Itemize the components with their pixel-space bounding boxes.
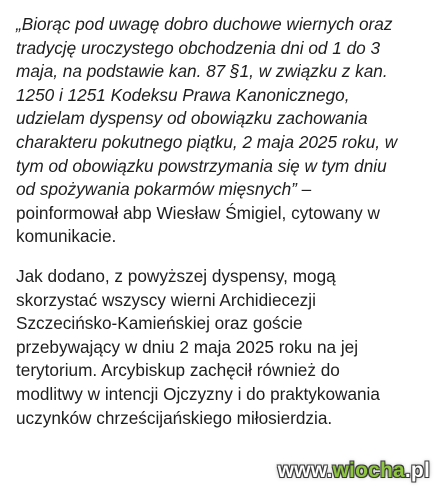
text-line <box>16 60 426 84</box>
body-text: – <box>296 179 312 200</box>
body-text: terytorium. Arcybiskup zachęcił również do <box>16 360 340 381</box>
text-line <box>16 178 426 202</box>
body-text: przebywający w dniu 2 maja 2025 roku na jej <box>16 336 359 357</box>
site-watermark <box>278 459 430 483</box>
text-line <box>16 155 426 179</box>
body-text: uczynków chrześcijańskiego miłosierdzia. <box>16 407 333 428</box>
quote-text: tradycję uroczystego obchodzenia dni od 1 do 3 <box>16 37 381 58</box>
text-line <box>16 107 426 131</box>
body-text: modlitwy w intencji Ojczyzny i do praktykowania <box>16 383 380 404</box>
article-body <box>16 13 426 430</box>
text-line <box>16 336 426 360</box>
text-line <box>16 407 426 431</box>
text-line <box>16 84 426 108</box>
quote-text: 1250 i 1251 Kodeksu Prawa Kanonicznego, <box>16 84 350 105</box>
article-paragraph-details <box>16 265 426 430</box>
quote-text: „Biorąc pod uwagę dobro duchowe wiernych oraz <box>16 14 393 34</box>
text-line <box>16 202 426 226</box>
quote-text: maja, na podstawie kan. 87 §1, w związku z kan. <box>16 61 388 82</box>
article-paragraph-quote <box>16 13 426 249</box>
text-line <box>16 225 426 249</box>
watermark-prefix: www. <box>277 459 333 482</box>
body-text: skorzystać wszyscy wierni Archidiecezji <box>16 289 316 310</box>
body-text: poinformował abp Wiesław Śmigiel, cytowany w <box>16 202 380 223</box>
text-line <box>16 312 426 336</box>
quote-text: tym od obowiązku powstrzymania się w tym dniu <box>16 155 387 176</box>
body-text: Jak dodano, z powyższej dyspensy, mogą <box>16 265 336 286</box>
text-line <box>16 265 426 289</box>
text-line <box>16 359 426 383</box>
body-text: Szczecińsko-Kamieńskiej oraz goście <box>16 313 303 334</box>
text-line <box>16 131 426 155</box>
text-line <box>16 289 426 313</box>
watermark-highlight: wiocha <box>332 459 405 482</box>
text-line <box>16 383 426 407</box>
quote-text: udzielam dyspensy od obowiązku zachowania <box>16 108 368 129</box>
watermark-suffix: .pl <box>404 459 430 482</box>
text-line <box>16 37 426 61</box>
quote-text: od spożywania pokarmów mięsnych” <box>16 179 297 200</box>
text-line <box>16 13 426 37</box>
body-text: komunikacie. <box>16 226 117 247</box>
quote-text: charakteru pokutnego piątku, 2 maja 2025 roku, w <box>16 131 398 152</box>
